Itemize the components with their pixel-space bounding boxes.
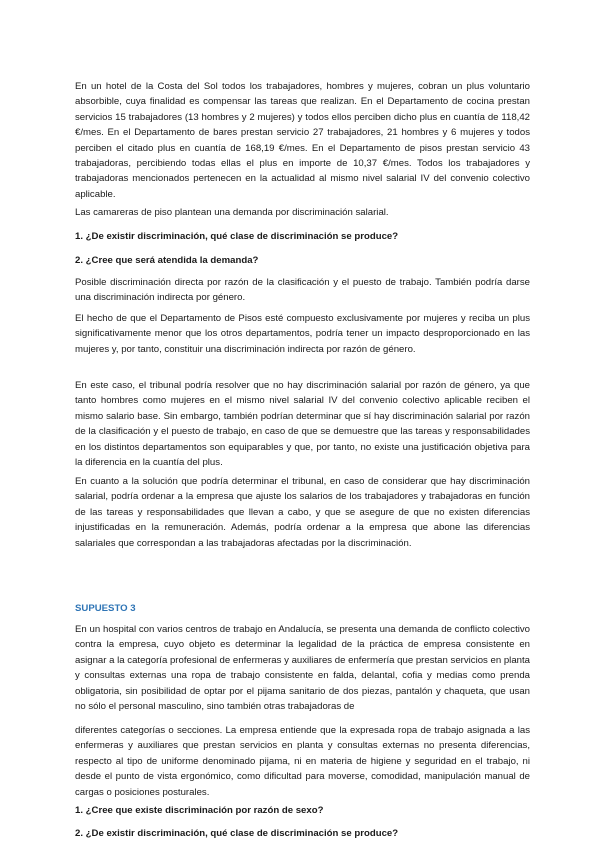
answer-4-block: [75, 474, 530, 551]
answer-2: El hecho de que el Departamento de Pisos esté compuesto exclusivamente por mujeres y reciba un plus significativamente menor que los otros departamentos, podría tener un impacto desproporcionado en las mujeres y, por tanto, constituir una discriminación indirecta por razón de género.: [75, 313, 530, 355]
supuesto-question-2-block: [75, 826, 530, 841]
question-1: 1. ¿De existir discriminación, qué clase de discriminación se produce?: [75, 231, 399, 242]
supuesto-paragraph-b: diferentes categorías o secciones. La empresa entiende que la expresada ropa de trabajo asignada a las enfermeras y auxiliares que prestan servicios en planta y consultas externas no presenta diferencias, respecto al tipo de uniforme denominado pijama, ni en materia de higiene y seguridad en el trabajo, ni desde el punto de vista ergonómico, como dificultad para moverse, comodidad, manipulación manual de cargas o posiciones posturales.: [75, 725, 530, 798]
question-2: 2. ¿Cree que será atendida la demanda?: [75, 255, 259, 266]
supuesto-question-1: 1. ¿Cree que existe discriminación por razón de sexo?: [75, 805, 324, 816]
answer-3: En este caso, el tribunal podría resolver que no hay discriminación salarial por razón de género, ya que tanto hombres como mujeres en el mismo nivel salarial IV del convenio colectivo aplicable reciben el mismo salario base. Sin embargo, también podrían determinar que sí hay discriminación salarial por razón de la clasificación y el puesto de trabajo, en caso de que se demuestre que las tareas y responsabilidades en los distintos departamentos son equiparables y que, por tanto, no existe una justificación objetiva para la diferencia en la cuantía del plus.: [75, 380, 530, 469]
question-2-block: [75, 253, 530, 268]
demand-line: Las camareras de piso plantean una demanda por discriminación salarial.: [75, 207, 389, 218]
supuesto-paragraph-b-block: [75, 723, 530, 800]
intro-block: [75, 79, 530, 202]
answer-1: Posible discriminación directa por razón de la clasificación y el puesto de trabajo. También podría darse una discriminación indirecta por género.: [75, 277, 530, 304]
intro-paragraph: En un hotel de la Costa del Sol todos los trabajadores, hombres y mujeres, cobran un plus voluntario absorbible, cuya finalidad es compensar las tareas que realizan. En el Departamento de cocina prestan servicios 15 trabajadores (13 hombres y 2 mujeres) y todos ellos perciben dicho plus en cuantía de 118,42 €/mes. En el Departamento de bares prestan servicio 27 trabajadores, 21 hombres y 6 mujeres y todos perciben el citado plus en cuantía de 168,19 €/mes. En el Departamento de pisos prestan servicio 43 trabajadoras, percibiendo todas ellas el plus en importe de 10,37 €/mes. Todos los trabajadores y trabajadoras mencionados pertenecen en la actualidad al mismo nivel salarial IV del convenio colectivo aplicable.: [75, 81, 530, 200]
answer-2-block: [75, 311, 530, 357]
supuesto-question-2: 2. ¿De existir discriminación, qué clase de discriminación se produce?: [75, 828, 399, 839]
answer-4: En cuanto a la solución que podría determinar el tribunal, en caso de considerar que hay discriminación salarial, podría ordenar a la empresa que ajuste los salarios de los trabajadores y trabajadoras en función de las tareas y responsabilidades que llevan a cabo, y que se asegure de que no existen diferencias injustificadas en la remuneración. Además, podría ordenar a la empresa que abone las diferencias salariales que correspondan a las trabajadoras afectadas por la discriminación.: [75, 476, 530, 549]
answer-3-block: [75, 378, 530, 470]
answer-1-block: [75, 275, 530, 306]
demand-block: [75, 205, 530, 220]
supuesto-paragraph-a: En un hospital con varios centros de trabajo en Andalucía, se presenta una demanda de conflicto colectivo contra la empresa, cuyo objeto es determinar la legalidad de la práctica de empresa consistente en asignar a la categoría profesional de enfermeras y auxiliares de enfermería que prestan servicios en planta y consultas externas una ropa de trabajo consistente en falda, delantal, cofia y medias como prenda obligatoria, sin posibilidad de optar por el pijama sanitario de dos piezas, pantalón y chaqueta, que usan no sólo el personal masculino, sino también otras trabajadoras de: [75, 624, 530, 713]
supuesto-heading-block: [75, 601, 530, 616]
supuesto-paragraph-a-block: [75, 622, 530, 714]
supuesto-heading: SUPUESTO 3: [75, 603, 136, 614]
supuesto-question-1-block: [75, 803, 530, 818]
question-1-block: [75, 229, 530, 244]
